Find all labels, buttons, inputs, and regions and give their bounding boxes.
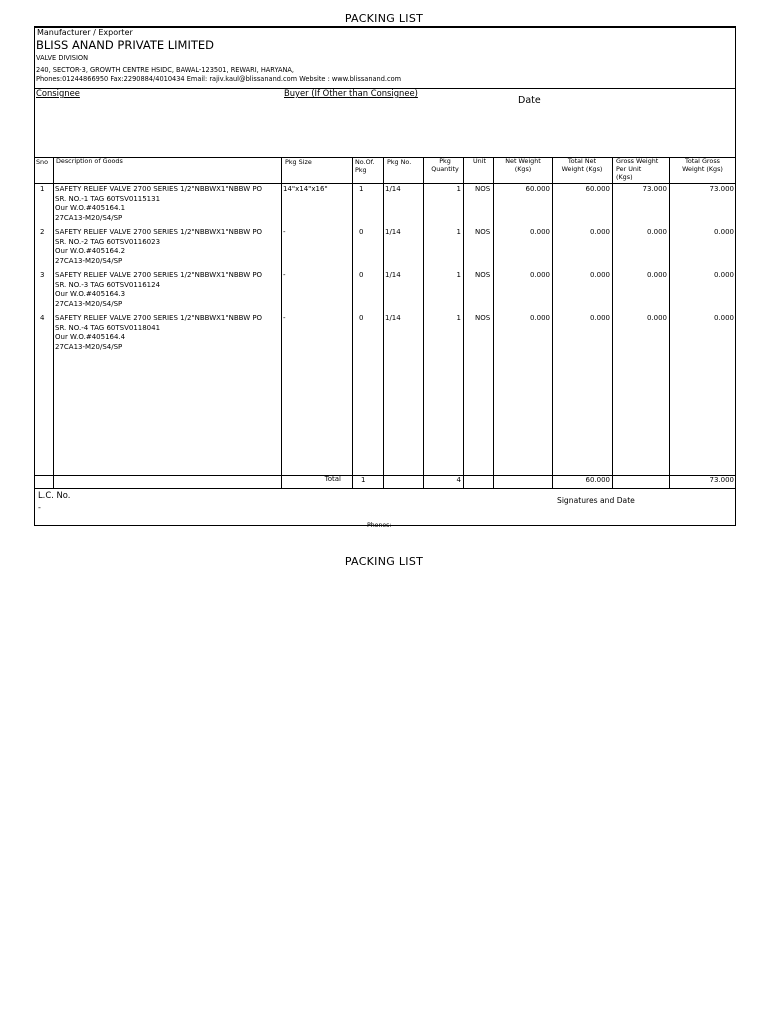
item-total-gross: 0.000: [713, 228, 734, 236]
item-description-line: Our W.O.#405164.1: [55, 204, 126, 212]
item-no-of-pkg: 0: [359, 314, 364, 322]
col-unit: Unit: [472, 157, 486, 165]
col-sno: Sno: [36, 158, 49, 166]
item-gross-per-unit: 0.000: [646, 271, 667, 279]
total-no-of-pkg: 1: [361, 476, 366, 484]
col-total-gross: Total Gross Weight (Kgs): [682, 157, 723, 173]
item-description-line: SR. NO.-4 TAG 60TSV0118041: [55, 323, 161, 332]
total-label: Total: [324, 475, 341, 483]
lc-no-label: L.C. No.: [38, 490, 71, 500]
item-net-weight: 0.000: [529, 314, 550, 322]
item-no-of-pkg: 0: [359, 228, 364, 236]
signatures-label: Signatures and Date: [557, 496, 635, 505]
item-pkg-quantity: 1: [456, 228, 461, 236]
item-total-gross: 0.000: [713, 314, 734, 322]
item-sno: 1: [40, 185, 45, 193]
item-pkg-no: 1/14: [385, 314, 401, 322]
col-gross-per-unit: Gross Weight Per Unit (Kgs): [616, 157, 659, 181]
item-total-net: 0.000: [589, 228, 610, 236]
item-total-net: 60.000: [585, 185, 610, 193]
consignee-label: Consignee: [36, 88, 80, 98]
item-sno: 2: [40, 228, 45, 236]
col-net-weight: Net Weight (Kgs): [505, 157, 541, 173]
item-description-line: 27CA13-M20/S4/SP: [55, 256, 123, 265]
col-pkg-no: Pkg No.: [387, 158, 412, 166]
col-pkg-quantity: Pkg Quantity: [431, 157, 459, 173]
item-no-of-pkg: 0: [359, 271, 364, 279]
address: 240, SECTOR-3, GROWTH CENTRE HSIDC, BAWAL-123501, REWARI, HARYANA,: [36, 66, 295, 74]
item-total-net: 0.000: [589, 271, 610, 279]
second-page-title: PACKING LIST: [344, 555, 424, 568]
item-unit: NOS: [475, 185, 491, 193]
item-pkg-no: 1/14: [385, 228, 401, 236]
item-description-line: Our W.O.#405164.4: [55, 333, 126, 341]
packing-list-sheet: [34, 26, 736, 529]
item-sno: 3: [40, 271, 45, 279]
item-pkg-size: -: [283, 228, 286, 236]
item-description-line: 27CA13-M20/S4/SP: [55, 299, 123, 308]
item-pkg-quantity: 1: [456, 314, 461, 322]
item-description-line: SAFETY RELIEF VALVE 2700 SERIES 1/2"NBBWX1"NBBW PO: [55, 271, 263, 279]
item-pkg-no: 1/14: [385, 185, 401, 193]
item-pkg-size: -: [283, 314, 286, 322]
buyer-label: Buyer (If Other than Consignee): [284, 88, 418, 98]
item-description-line: Our W.O.#405164.3: [55, 290, 126, 298]
item-pkg-size: 14"x14"x16": [283, 185, 328, 193]
item-unit: NOS: [475, 271, 491, 279]
item-no-of-pkg: 1: [359, 185, 364, 193]
item-pkg-quantity: 1: [456, 271, 461, 279]
item-description-line: SR. NO.-2 TAG 60TSV0116023: [55, 237, 161, 246]
col-total-net: Total Net Weight (Kgs): [561, 157, 603, 173]
item-pkg-size: -: [283, 271, 286, 279]
col-no-of-pkg: No.Of. Pkg: [355, 158, 375, 174]
contact-line: Phones:01244866950 Fax:2290884/4010434 Email: rajiv.kaul@blissanand.com Website : www.blissanand.com: [36, 75, 402, 83]
item-description-line: Our W.O.#405164.2: [55, 247, 126, 255]
page-title: PACKING LIST: [344, 12, 424, 25]
item-pkg-quantity: 1: [456, 185, 461, 193]
item-gross-per-unit: 73.000: [642, 185, 667, 193]
company-name: BLISS ANAND PRIVATE LIMITED: [36, 38, 215, 52]
col-description: Description of Goods: [56, 157, 123, 165]
date-label: Date: [518, 95, 541, 106]
lc-no-value: -: [38, 503, 41, 512]
item-description-line: SAFETY RELIEF VALVE 2700 SERIES 1/2"NBBWX1"NBBW PO: [55, 228, 263, 236]
item-description-line: 27CA13-M20/S4/SP: [55, 213, 123, 222]
item-unit: NOS: [475, 228, 491, 236]
item-description-line: 27CA13-M20/S4/SP: [55, 342, 123, 351]
item-description-line: SR. NO.-3 TAG 60TSV0116124: [55, 280, 161, 289]
division: VALVE DIVISION: [36, 54, 89, 62]
total-net-weight: 60.000: [585, 476, 610, 484]
col-pkg-size: Pkg Size: [285, 158, 312, 166]
item-net-weight: 60.000: [525, 185, 550, 193]
item-sno: 4: [40, 314, 45, 322]
item-total-gross: 0.000: [713, 271, 734, 279]
item-gross-per-unit: 0.000: [646, 314, 667, 322]
item-pkg-no: 1/14: [385, 271, 401, 279]
item-description-line: SR. NO.-1 TAG 60TSV0115131: [55, 194, 161, 203]
total-gross-weight: 73.000: [709, 476, 734, 484]
item-description-line: SAFETY RELIEF VALVE 2700 SERIES 1/2"NBBWX1"NBBW PO: [55, 314, 263, 322]
item-unit: NOS: [475, 314, 491, 322]
item-net-weight: 0.000: [529, 228, 550, 236]
phones-label: Phones:: [367, 522, 392, 529]
item-gross-per-unit: 0.000: [646, 228, 667, 236]
item-total-net: 0.000: [589, 314, 610, 322]
item-description-line: SAFETY RELIEF VALVE 2700 SERIES 1/2"NBBWX1"NBBW PO: [55, 185, 263, 193]
total-pkg-quantity: 4: [456, 476, 461, 484]
exporter-label: Manufacturer / Exporter: [37, 28, 133, 37]
item-net-weight: 0.000: [529, 271, 550, 279]
item-total-gross: 73.000: [709, 185, 734, 193]
